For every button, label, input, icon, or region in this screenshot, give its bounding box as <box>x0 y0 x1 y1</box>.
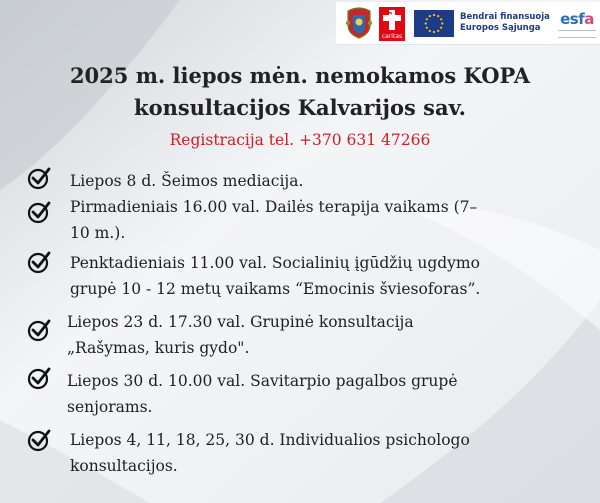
check-circle-icon <box>27 250 51 274</box>
logo-bar <box>336 2 600 45</box>
list-item-line: Pirmadieniais 16.00 val. Dailės terapija vaikams (7– <box>70 198 478 216</box>
list-item-text <box>70 427 470 479</box>
list-item-text <box>67 309 414 361</box>
list-item-line: 10 m.). <box>70 224 126 242</box>
caritas-label: caritas <box>379 33 405 41</box>
page-title-line-2: konsultacijos Kalvarijos sav. <box>134 95 466 120</box>
esfa-wordmark: esfa <box>560 10 594 28</box>
check-circle-icon <box>27 318 51 342</box>
caritas-logo <box>379 7 405 41</box>
caritas-cross-icon <box>379 7 405 33</box>
list-item-text <box>70 194 477 246</box>
list-item-text <box>70 250 480 302</box>
page-title-line-1: 2025 m. liepos mėn. nemokamos KOPA <box>69 63 531 88</box>
check-circle-icon <box>27 200 51 224</box>
list-item-line: Liepos 8 d. Šeimos mediacija. <box>70 172 304 190</box>
list-item-line: Liepos 30 d. 10.00 val. Savitarpio pagalbos grupė <box>67 372 458 390</box>
list-item-line: senjorams. <box>67 398 153 416</box>
list-item-line: Liepos 4, 11, 18, 25, 30 d. Individualios psichologo <box>70 431 470 449</box>
check-circle-icon <box>27 428 51 452</box>
list-item-line: grupė 10 - 12 metų vaikams “Emocinis šviesoforas”. <box>70 280 481 298</box>
esfa-logo <box>554 6 600 42</box>
list-item-line: „Rašymas, kuris gydo". <box>67 339 250 357</box>
eu-flag-icon <box>414 10 454 37</box>
list-item-line: Liepos 23 d. 17.30 val. Grupinė konsultacija <box>67 313 414 331</box>
list-item-line: Penktadieniais 11.00 val. Socialinių įgūdžių ugdymo <box>70 254 480 272</box>
check-circle-icon <box>27 366 51 390</box>
list-item-text <box>70 168 303 194</box>
coat-of-arms-icon <box>344 7 374 39</box>
list-item-text <box>67 368 458 420</box>
esfa-subtitle-lines <box>558 30 596 38</box>
eu-funding-text <box>460 12 552 34</box>
eu-funding-line-2: Europos Sąjunga <box>460 23 541 33</box>
list-item-line: konsultacijos. <box>70 457 178 475</box>
check-circle-icon <box>27 166 51 190</box>
registration-phone: Registracija tel. +370 631 47266 <box>169 131 431 149</box>
eu-funding-line-1: Bendrai finansuoja <box>460 12 550 22</box>
page-title <box>0 60 600 124</box>
